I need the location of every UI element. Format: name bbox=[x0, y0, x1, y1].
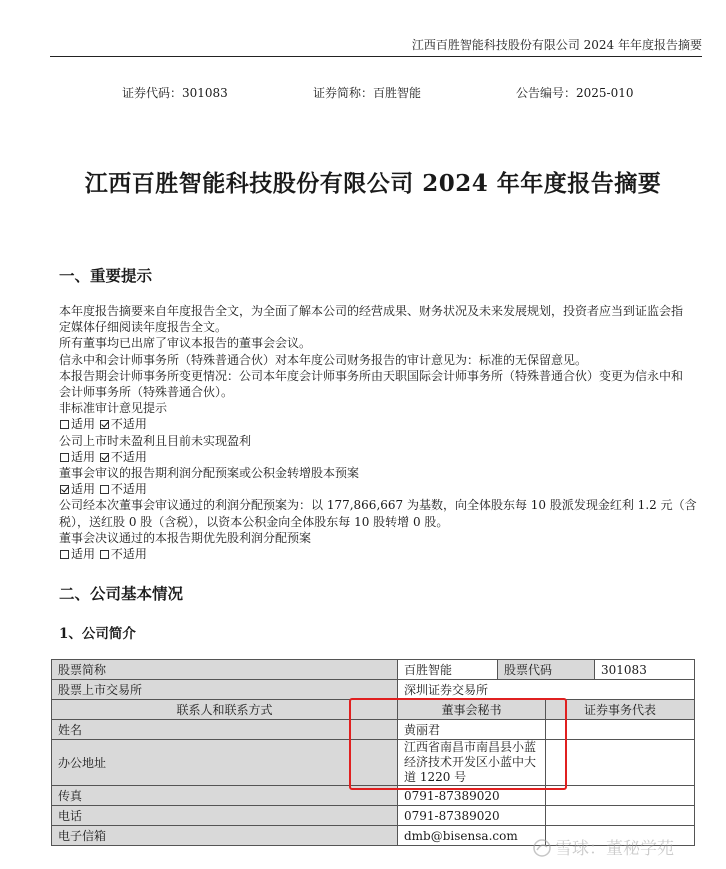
watermark-text: 雪球：董秘学苑 bbox=[555, 839, 674, 859]
note-line: 会计师事务所（特殊普通合伙）。 bbox=[59, 385, 234, 400]
checkbox-label: 不适用 bbox=[110, 417, 147, 432]
checkbox-label: 适用 bbox=[71, 482, 96, 497]
table-cell-header: 证券事务代表 bbox=[546, 700, 695, 720]
table-cell-label: 电话 bbox=[52, 806, 398, 826]
table-cell-label: 电子信箱 bbox=[52, 826, 398, 846]
table-cell-label: 姓名 bbox=[52, 720, 398, 740]
subsection-heading-profile: 1、公司简介 bbox=[59, 626, 136, 642]
stock-code: 证券代码：301083 bbox=[122, 86, 228, 100]
table-cell-label: 传真 bbox=[52, 786, 398, 806]
table-cell-value: 0791-87389020 bbox=[398, 806, 546, 826]
table-cell-label: 股票简称 bbox=[52, 660, 398, 680]
note-line: 信永中和会计师事务所（特殊普通合伙）对本年度公司财务报告的审计意见为：标准的无保留意见。 bbox=[59, 352, 588, 367]
table-cell-value: 深圳证券交易所 bbox=[398, 680, 695, 700]
running-header: 江西百胜智能科技股份有限公司 2024 年年度报告摘要 bbox=[411, 38, 702, 52]
section-heading-basic-info: 二、公司基本情况 bbox=[59, 584, 184, 603]
table-row bbox=[52, 680, 695, 700]
checkbox-label: 适用 bbox=[71, 417, 96, 432]
note-line: 定媒体仔细阅读年度报告全文。 bbox=[59, 320, 228, 335]
table-cell-label: 股票上市交易所 bbox=[52, 680, 398, 700]
notice-number: 公告编号：2025-010 bbox=[516, 86, 634, 100]
table-row bbox=[52, 660, 695, 680]
checkbox-checked-icon bbox=[100, 453, 109, 462]
table-cell-value: 黄丽君 bbox=[398, 720, 546, 740]
checkbox-unchecked-icon bbox=[60, 453, 69, 462]
checkbox-label: 不适用 bbox=[110, 547, 147, 562]
checkbox-row bbox=[59, 416, 687, 432]
stock-short-name: 证券简称：百胜智能 bbox=[313, 86, 422, 100]
checkbox-checked-icon bbox=[100, 420, 109, 429]
checkbox-row bbox=[59, 546, 687, 562]
note-line: 董事会审议的报告期利润分配预案或公积金转增股本预案 bbox=[59, 466, 360, 481]
note-line: 非标准审计意见提示 bbox=[59, 401, 168, 416]
table-cell-label: 股票代码 bbox=[498, 660, 595, 680]
table-row bbox=[52, 806, 695, 826]
checkbox-unchecked-icon bbox=[100, 485, 109, 494]
checkbox-label: 不适用 bbox=[110, 449, 147, 464]
highlight-box bbox=[349, 698, 567, 790]
table-cell-empty bbox=[546, 786, 695, 806]
checkbox-unchecked-icon bbox=[60, 550, 69, 559]
table-cell-value: 江西省南昌市南昌县小蓝经济技术开发区小蓝中大道 1220 号 bbox=[398, 740, 546, 786]
table-cell-header: 联系人和联系方式 bbox=[52, 700, 398, 720]
table-cell-header: 董事会秘书 bbox=[398, 700, 546, 720]
table-cell-empty bbox=[546, 740, 695, 786]
watermark bbox=[533, 834, 674, 859]
checkbox-label: 适用 bbox=[71, 449, 96, 464]
snowball-logo-icon bbox=[533, 839, 551, 857]
important-notes bbox=[59, 303, 697, 562]
checkbox-label: 适用 bbox=[71, 547, 96, 562]
note-line: 公司经本次董事会审议通过的利润分配预案为：以 177,866,667 为基数，向全体股东每 10 股派发现金红利 1.2 元（含 bbox=[59, 498, 697, 513]
table-cell-value: 301083 bbox=[595, 660, 695, 680]
table-cell-label: 办公地址 bbox=[52, 740, 398, 786]
table-cell-value: 0791-87389020 bbox=[398, 786, 546, 806]
checkbox-unchecked-icon bbox=[100, 550, 109, 559]
header-rule bbox=[50, 56, 702, 57]
note-line: 公司上市时未盈利且目前未实现盈利 bbox=[59, 433, 252, 448]
table-cell-empty bbox=[546, 806, 695, 826]
note-line: 本年度报告摘要来自年度报告全文，为全面了解本公司的经营成果、财务状况及未来发展规划，投资者应当到证监会指 bbox=[59, 304, 684, 318]
note-line: 所有董事均已出席了审议本报告的董事会会议。 bbox=[59, 336, 312, 351]
table-cell-value: 百胜智能 bbox=[398, 660, 498, 680]
checkbox-row bbox=[59, 481, 687, 497]
checkbox-row bbox=[59, 449, 687, 465]
table-cell-value: dmb@bisensa.com bbox=[398, 826, 546, 846]
checkbox-label: 不适用 bbox=[110, 482, 147, 497]
document-title: 江西百胜智能科技股份有限公司 2024 年年度报告摘要 bbox=[84, 170, 662, 197]
note-line: 董事会决议通过的本报告期优先股利润分配预案 bbox=[59, 530, 312, 545]
checkbox-checked-icon bbox=[60, 485, 69, 494]
checkbox-unchecked-icon bbox=[60, 420, 69, 429]
note-line: 本报告期会计师事务所变更情况：公司本年度会计师事务所由天职国际会计师事务所（特殊普通合伙）变更为信永中和 bbox=[59, 368, 684, 383]
table-cell-empty bbox=[546, 720, 695, 740]
section-heading-important: 一、重要提示 bbox=[59, 266, 153, 285]
note-line: 税），送红股 0 股（含税），以资本公积金向全体股东每 10 股转增 0 股。 bbox=[59, 514, 449, 529]
